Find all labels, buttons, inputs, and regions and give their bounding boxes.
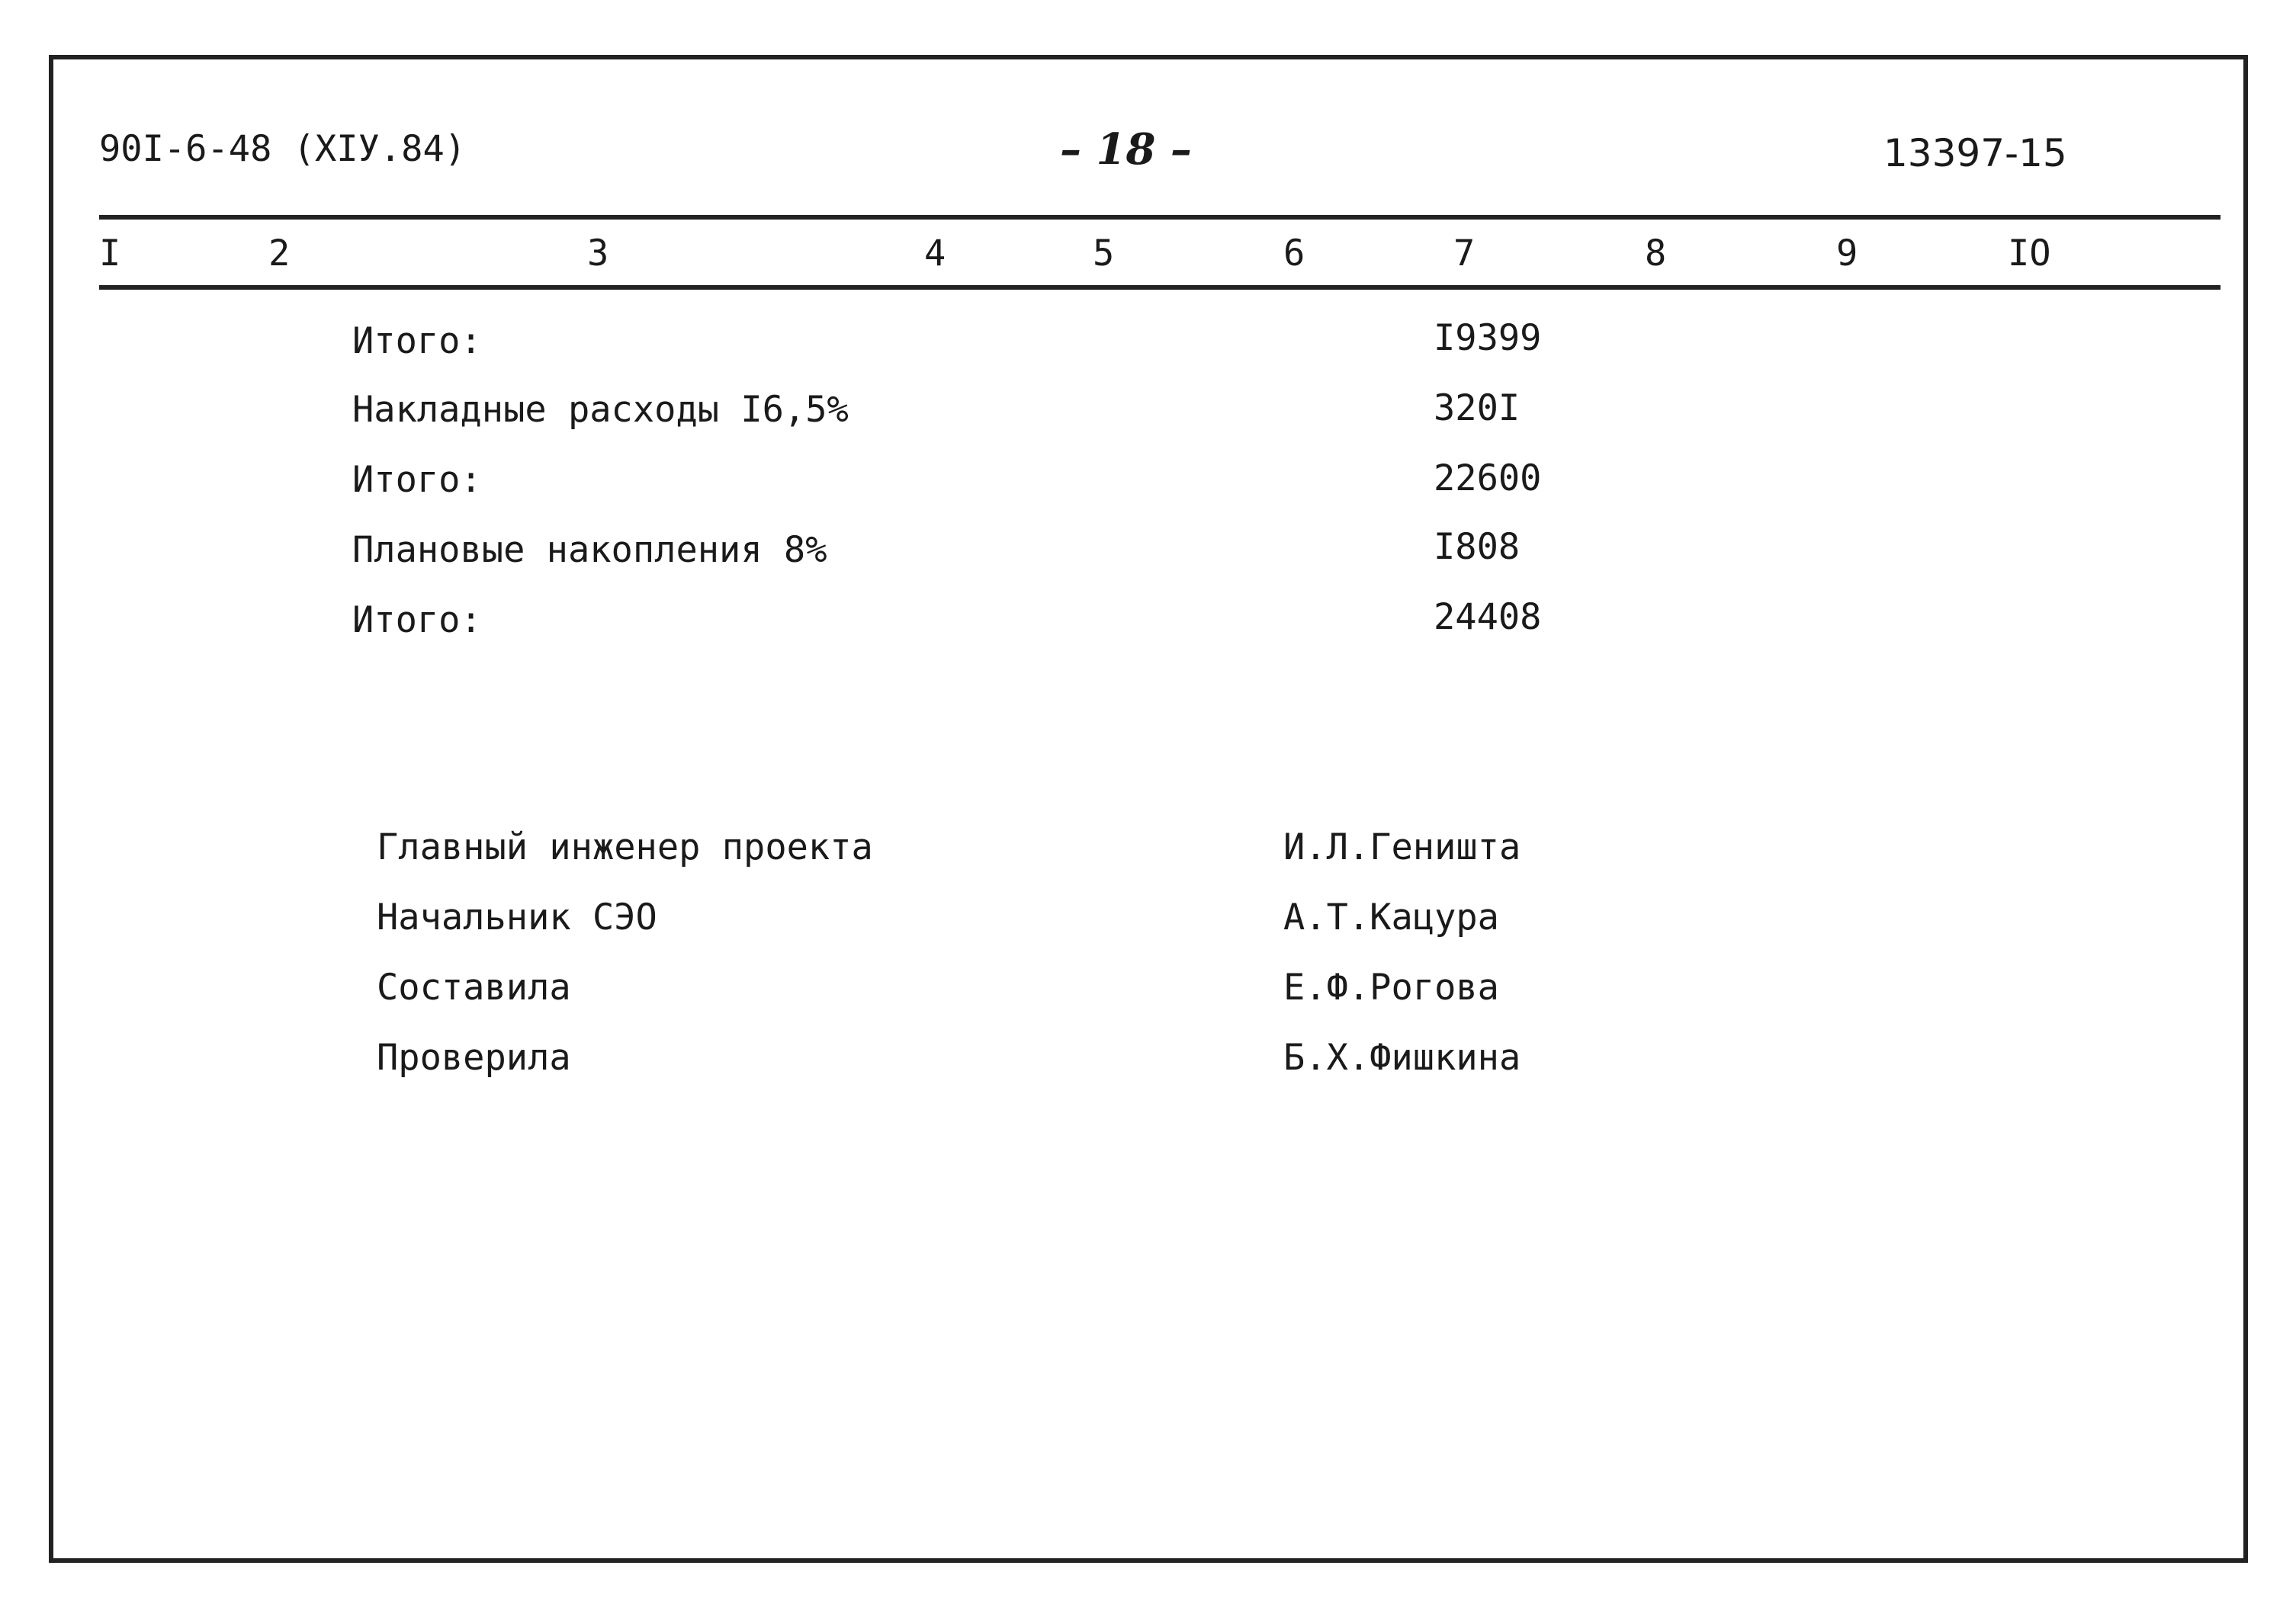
row-value: 320I — [1434, 387, 1520, 429]
signature-name: Б.Х.Фишкина — [1283, 1037, 1521, 1079]
header-top-rule — [99, 215, 2221, 220]
column-number: 3 — [587, 233, 609, 274]
row-value: I808 — [1434, 526, 1520, 568]
column-number: 6 — [1283, 233, 1305, 274]
column-number: 4 — [924, 233, 946, 274]
document-code: 90I-6-48 (XIУ.84) — [99, 128, 467, 170]
column-number: I — [99, 233, 121, 274]
signature-name: И.Л.Геништа — [1283, 826, 1521, 868]
column-number: 8 — [1645, 233, 1667, 274]
signature-name: Е.Ф.Рогова — [1283, 967, 1499, 1009]
row-label: Накладные расходы I6,5% — [352, 389, 849, 431]
column-number: IO — [2008, 233, 2051, 274]
header-bottom-rule — [99, 285, 2221, 290]
column-number: 5 — [1093, 233, 1115, 274]
page-frame — [49, 55, 2248, 1563]
row-label: Плановые накопления 8% — [352, 529, 827, 571]
column-number: 7 — [1453, 233, 1476, 274]
row-value: I9399 — [1434, 317, 1542, 359]
signature-name: А.Т.Кацура — [1283, 897, 1499, 938]
row-label: Итого: — [352, 320, 482, 362]
archive-number: 13397-15 — [1883, 131, 2067, 175]
signature-role: Составила — [377, 967, 571, 1009]
page-number: – 18 – — [1060, 124, 1192, 175]
signature-role: Главный инженер проекта — [377, 826, 873, 868]
row-value: 24408 — [1434, 596, 1542, 638]
column-number: 2 — [268, 233, 291, 274]
signature-role: Проверила — [377, 1037, 571, 1079]
row-label: Итого: — [352, 599, 482, 641]
row-value: 22600 — [1434, 457, 1542, 499]
column-number: 9 — [1836, 233, 1858, 274]
signature-role: Начальник СЭО — [377, 897, 657, 938]
row-label: Итого: — [352, 459, 482, 501]
